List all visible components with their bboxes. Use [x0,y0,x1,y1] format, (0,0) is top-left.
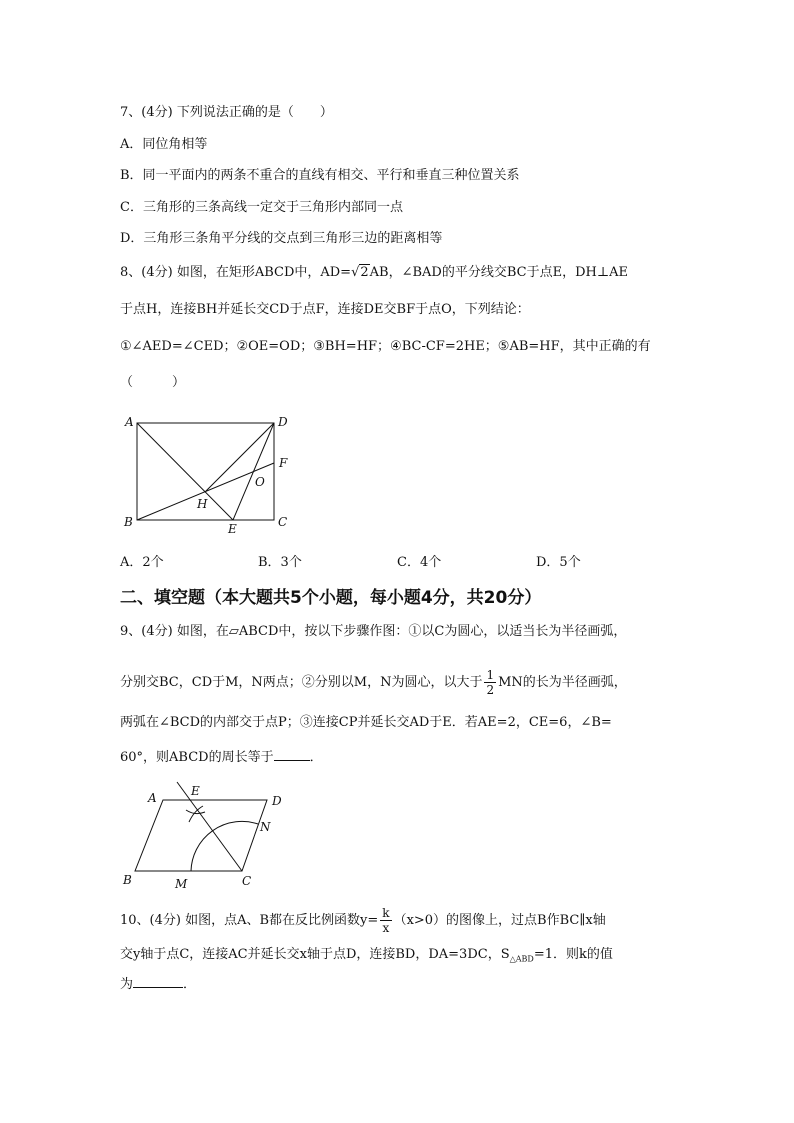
q9-line2-post: MN的长为半径画弧， [498,675,627,690]
sqrt-argument: 2 [360,265,369,280]
line-cp-extended [177,782,242,871]
label-n: N [260,820,271,834]
q8-line1-pre: 8、(4分) 如图，在矩形ABCD中，AD= [120,265,352,280]
q10-line3 [120,975,196,995]
q8-option-a: A．2个 [120,555,164,570]
q9-figure [115,778,290,893]
q7-option-d: D．三角形三条角平分线的交点到三角形三边的距离相等 [120,231,443,246]
q9-line3: 两弧在∠BCD的内部交于点P；③连接CP并延长交AD于E．若AE=2，CE=6，∠B= [120,715,612,730]
section-heading: 二、填空题（本大题共5个小题，每小题4分，共20分） [120,588,542,608]
q7-option-a: A．同位角相等 [120,137,208,152]
area-subscript: △ABD [509,954,534,964]
q9-line2 [120,668,627,697]
q10-line2-post: =1．则k的值 [533,947,613,962]
q8-option-b: B．3个 [258,555,302,570]
answer-blank[interactable] [274,760,310,761]
label-c: C [242,874,252,888]
q8-option-c: C．4个 [397,555,442,570]
q8-line4: （ ） [120,375,186,390]
label-m: M [175,877,188,891]
label-e: E [191,784,200,798]
label-f: F [279,456,288,470]
q10-line1-post: （x>0）的图像上，过点B作BC∥x轴 [393,913,606,928]
label-a: A [125,415,134,429]
q8-option-d: D．5个 [536,555,581,570]
fraction-denominator: 2 [486,683,495,697]
q10-line1 [120,906,606,935]
q7-option-c: C．三角形的三条高线一定交于三角形内部同一点 [120,200,403,215]
q10-line2-pre: 交y轴于点C，连接AC并延长交x轴于点D，连接BD，DA=3DC，S [120,947,510,962]
q10-line2 [120,945,613,970]
q10-line3-text: 为 [120,977,134,992]
fraction-numerator: k [382,906,390,920]
fraction-denominator: x [382,921,390,935]
q9-line2-pre: 分别交BC，CD于M，N两点；②分别以M，N为圆心，以大于 [120,675,483,690]
fraction-k-over-x [380,906,391,935]
label-o: O [255,475,265,489]
q9-line4 [120,748,323,768]
q8-line3: ①∠AED=∠CED；②OE=OD；③BH=HF；④BC-CF=2HE；⑤AB=HF，其中正确的有 [120,339,651,354]
q9-line4-text: 60°，则ABCD的周长等于 [120,750,274,765]
q7-option-b: B．同一平面内的两条不重合的直线有相交、平行和垂直三种位置关系 [120,168,520,183]
label-e: E [228,522,237,535]
fraction-numerator: 1 [486,668,495,682]
label-a: A [148,791,157,805]
fraction-half [484,668,496,697]
q9-line1: 9、(4分) 如图，在▱ABCD中，按以下步骤作图：①以C为圆心，以适当长为半径画弧， [120,624,627,639]
q8-line1-post: AB，∠BAD的平分线交BC于点E，DH⊥AE [369,265,628,280]
q8-figure [118,410,298,535]
label-h: H [197,497,208,511]
answer-blank[interactable] [133,987,183,988]
label-c: C [278,515,288,529]
q8-line1 [120,263,628,283]
q10-line3-end: ． [183,977,197,992]
label-b: B [123,873,132,887]
label-d: D [278,415,288,429]
parallelogram-abcd [135,800,267,871]
q10-line1-pre: 10、(4分) 如图，点A、B都在反比例函数y= [120,913,379,928]
label-b: B [124,515,133,529]
segment-ae [137,423,233,520]
q8-line2: 于点H，连接BH并延长交CD于点F，连接DE交BF于点O，下列结论： [120,302,530,317]
q9-line4-end: ． [309,750,323,765]
q7-stem: 7、(4分) 下列说法正确的是（ ） [120,105,333,120]
sqrt-symbol: √2 [351,265,369,280]
label-d: D [272,794,282,808]
